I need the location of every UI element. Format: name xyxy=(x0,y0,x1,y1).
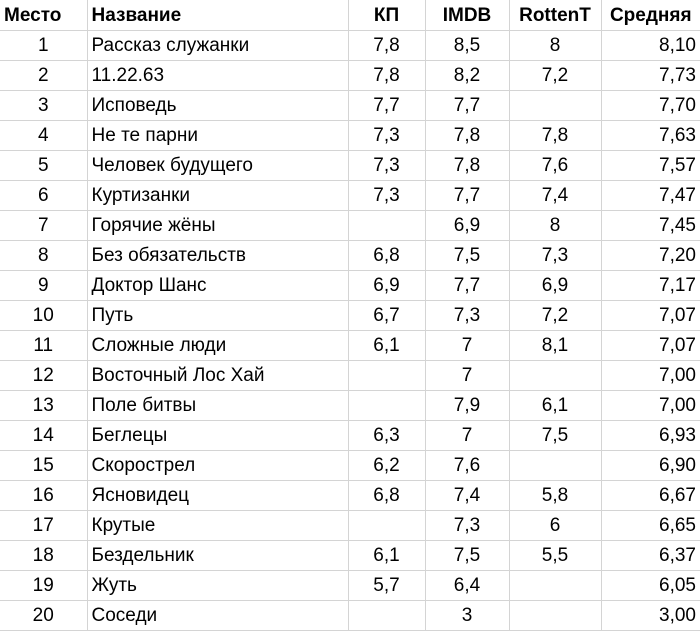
cell-average[interactable]: 7,70 xyxy=(601,91,700,121)
cell-imdb[interactable]: 7,7 xyxy=(425,271,509,301)
cell-name[interactable]: Бездельник xyxy=(87,541,348,571)
header-rottentomatoes[interactable]: RottenT xyxy=(509,0,601,31)
header-average[interactable]: Средняя xyxy=(601,0,700,31)
cell-place[interactable]: 14 xyxy=(0,421,87,451)
cell-rottentomatoes[interactable]: 8 xyxy=(509,211,601,241)
cell-rottentomatoes[interactable]: 7,3 xyxy=(509,241,601,271)
cell-average[interactable]: 7,00 xyxy=(601,391,700,421)
cell-imdb[interactable]: 7,3 xyxy=(425,301,509,331)
cell-rottentomatoes[interactable]: 8 xyxy=(509,31,601,61)
cell-imdb[interactable]: 7 xyxy=(425,331,509,361)
cell-place[interactable]: 20 xyxy=(0,601,87,631)
cell-rottentomatoes[interactable] xyxy=(509,91,601,121)
cell-average[interactable]: 7,73 xyxy=(601,61,700,91)
cell-kp[interactable]: 6,1 xyxy=(348,541,425,571)
cell-average[interactable]: 7,57 xyxy=(601,151,700,181)
cell-rottentomatoes[interactable] xyxy=(509,571,601,601)
cell-name[interactable]: Поле битвы xyxy=(87,391,348,421)
cell-imdb[interactable]: 7,8 xyxy=(425,151,509,181)
table-row xyxy=(0,121,700,151)
cell-imdb[interactable]: 7,8 xyxy=(425,121,509,151)
table-row xyxy=(0,421,700,451)
cell-kp[interactable] xyxy=(348,361,425,391)
cell-rottentomatoes[interactable]: 7,8 xyxy=(509,121,601,151)
table-row xyxy=(0,271,700,301)
cell-name[interactable]: Без обязательств xyxy=(87,241,348,271)
header-place[interactable]: Место xyxy=(0,0,87,31)
cell-rottentomatoes[interactable] xyxy=(509,601,601,631)
cell-name[interactable]: Восточный Лос Хай xyxy=(87,361,348,391)
table-row xyxy=(0,181,700,211)
cell-average[interactable]: 8,10 xyxy=(601,31,700,61)
cell-imdb[interactable]: 8,2 xyxy=(425,61,509,91)
cell-imdb[interactable]: 7,9 xyxy=(425,391,509,421)
table-row xyxy=(0,511,700,541)
cell-imdb[interactable]: 3 xyxy=(425,601,509,631)
cell-name[interactable]: Путь xyxy=(87,301,348,331)
table-row xyxy=(0,571,700,601)
cell-rottentomatoes[interactable]: 6,9 xyxy=(509,271,601,301)
cell-imdb[interactable]: 7,6 xyxy=(425,451,509,481)
cell-kp[interactable]: 6,2 xyxy=(348,451,425,481)
cell-name[interactable]: Куртизанки xyxy=(87,181,348,211)
table-row xyxy=(0,241,700,271)
cell-kp[interactable]: 7,8 xyxy=(348,31,425,61)
cell-place[interactable]: 8 xyxy=(0,241,87,271)
cell-average[interactable]: 7,07 xyxy=(601,331,700,361)
cell-kp[interactable] xyxy=(348,391,425,421)
cell-imdb[interactable]: 8,5 xyxy=(425,31,509,61)
cell-imdb[interactable]: 6,9 xyxy=(425,211,509,241)
cell-place[interactable]: 7 xyxy=(0,211,87,241)
cell-imdb[interactable]: 7,7 xyxy=(425,181,509,211)
cell-average[interactable]: 7,20 xyxy=(601,241,700,271)
cell-kp[interactable]: 5,7 xyxy=(348,571,425,601)
cell-kp[interactable]: 7,8 xyxy=(348,61,425,91)
cell-kp[interactable]: 7,3 xyxy=(348,151,425,181)
cell-name[interactable]: Сложные люди xyxy=(87,331,348,361)
cell-imdb[interactable]: 7,3 xyxy=(425,511,509,541)
table-row xyxy=(0,151,700,181)
cell-rottentomatoes[interactable]: 5,5 xyxy=(509,541,601,571)
cell-place[interactable]: 1 xyxy=(0,31,87,61)
header-row xyxy=(0,0,700,31)
table-row xyxy=(0,391,700,421)
cell-name[interactable]: Жуть xyxy=(87,571,348,601)
cell-average[interactable]: 6,37 xyxy=(601,541,700,571)
cell-place[interactable]: 16 xyxy=(0,481,87,511)
cell-kp[interactable]: 6,3 xyxy=(348,421,425,451)
cell-average[interactable]: 7,45 xyxy=(601,211,700,241)
cell-average[interactable]: 7,47 xyxy=(601,181,700,211)
cell-place[interactable]: 15 xyxy=(0,451,87,481)
table-row xyxy=(0,301,700,331)
cell-rottentomatoes[interactable]: 7,2 xyxy=(509,301,601,331)
table-row xyxy=(0,451,700,481)
cell-rottentomatoes[interactable]: 7,2 xyxy=(509,61,601,91)
table-row xyxy=(0,541,700,571)
table-row xyxy=(0,211,700,241)
cell-name[interactable]: Не те парни xyxy=(87,121,348,151)
cell-name[interactable]: Крутые xyxy=(87,511,348,541)
cell-kp[interactable]: 6,8 xyxy=(348,481,425,511)
cell-average[interactable]: 7,17 xyxy=(601,271,700,301)
table-row xyxy=(0,601,700,631)
cell-name[interactable]: Горячие жёны xyxy=(87,211,348,241)
cell-rottentomatoes[interactable]: 7,5 xyxy=(509,421,601,451)
cell-average[interactable]: 3,00 xyxy=(601,601,700,631)
cell-place[interactable]: 9 xyxy=(0,271,87,301)
cell-imdb[interactable]: 7,7 xyxy=(425,91,509,121)
cell-rottentomatoes[interactable]: 6 xyxy=(509,511,601,541)
cell-average[interactable]: 6,05 xyxy=(601,571,700,601)
cell-average[interactable]: 6,90 xyxy=(601,451,700,481)
cell-place[interactable]: 13 xyxy=(0,391,87,421)
header-imdb[interactable]: IMDB xyxy=(425,0,509,31)
cell-kp[interactable]: 6,7 xyxy=(348,301,425,331)
cell-kp[interactable]: 6,9 xyxy=(348,271,425,301)
cell-name[interactable]: Соседи xyxy=(87,601,348,631)
cell-kp[interactable] xyxy=(348,601,425,631)
cell-average[interactable]: 7,63 xyxy=(601,121,700,151)
cell-place[interactable]: 3 xyxy=(0,91,87,121)
cell-name[interactable]: Беглецы xyxy=(87,421,348,451)
cell-kp[interactable] xyxy=(348,211,425,241)
cell-kp[interactable] xyxy=(348,511,425,541)
cell-kp[interactable]: 7,3 xyxy=(348,121,425,151)
cell-average[interactable]: 6,67 xyxy=(601,481,700,511)
header-name[interactable]: Название xyxy=(87,0,348,31)
table-row xyxy=(0,361,700,391)
cell-rottentomatoes[interactable] xyxy=(509,361,601,391)
cell-name[interactable]: Человек будущего xyxy=(87,151,348,181)
cell-name[interactable]: Рассказ служанки xyxy=(87,31,348,61)
cell-rottentomatoes[interactable]: 5,8 xyxy=(509,481,601,511)
table-row xyxy=(0,61,700,91)
cell-kp[interactable]: 7,7 xyxy=(348,91,425,121)
cell-name[interactable]: Скорострел xyxy=(87,451,348,481)
cell-rottentomatoes[interactable] xyxy=(509,451,601,481)
cell-imdb[interactable]: 7 xyxy=(425,361,509,391)
table-row xyxy=(0,91,700,121)
cell-name[interactable]: Доктор Шанс xyxy=(87,271,348,301)
cell-place[interactable]: 6 xyxy=(0,181,87,211)
header-kp[interactable]: КП xyxy=(348,0,425,31)
cell-imdb[interactable]: 7,5 xyxy=(425,541,509,571)
table-row xyxy=(0,481,700,511)
cell-imdb[interactable]: 7 xyxy=(425,421,509,451)
cell-place[interactable]: 10 xyxy=(0,301,87,331)
cell-rottentomatoes[interactable]: 7,6 xyxy=(509,151,601,181)
cell-place[interactable]: 18 xyxy=(0,541,87,571)
cell-kp[interactable]: 7,3 xyxy=(348,181,425,211)
cell-rottentomatoes[interactable]: 7,4 xyxy=(509,181,601,211)
cell-name[interactable]: 11.22.63 xyxy=(87,61,348,91)
table-row xyxy=(0,331,700,361)
cell-imdb[interactable]: 7,4 xyxy=(425,481,509,511)
cell-average[interactable]: 7,07 xyxy=(601,301,700,331)
cell-kp[interactable]: 6,8 xyxy=(348,241,425,271)
cell-name[interactable]: Исповедь xyxy=(87,91,348,121)
cell-place[interactable]: 12 xyxy=(0,361,87,391)
cell-name[interactable]: Ясновидец xyxy=(87,481,348,511)
cell-rottentomatoes[interactable]: 8,1 xyxy=(509,331,601,361)
table-body xyxy=(0,31,700,631)
cell-average[interactable]: 7,00 xyxy=(601,361,700,391)
cell-place[interactable]: 5 xyxy=(0,151,87,181)
cell-place[interactable]: 2 xyxy=(0,61,87,91)
cell-place[interactable]: 4 xyxy=(0,121,87,151)
cell-place[interactable]: 17 xyxy=(0,511,87,541)
cell-place[interactable]: 11 xyxy=(0,331,87,361)
table-row xyxy=(0,31,700,61)
cell-imdb[interactable]: 7,5 xyxy=(425,241,509,271)
cell-average[interactable]: 6,93 xyxy=(601,421,700,451)
cell-kp[interactable]: 6,1 xyxy=(348,331,425,361)
cell-rottentomatoes[interactable]: 6,1 xyxy=(509,391,601,421)
cell-imdb[interactable]: 6,4 xyxy=(425,571,509,601)
cell-place[interactable]: 19 xyxy=(0,571,87,601)
cell-average[interactable]: 6,65 xyxy=(601,511,700,541)
